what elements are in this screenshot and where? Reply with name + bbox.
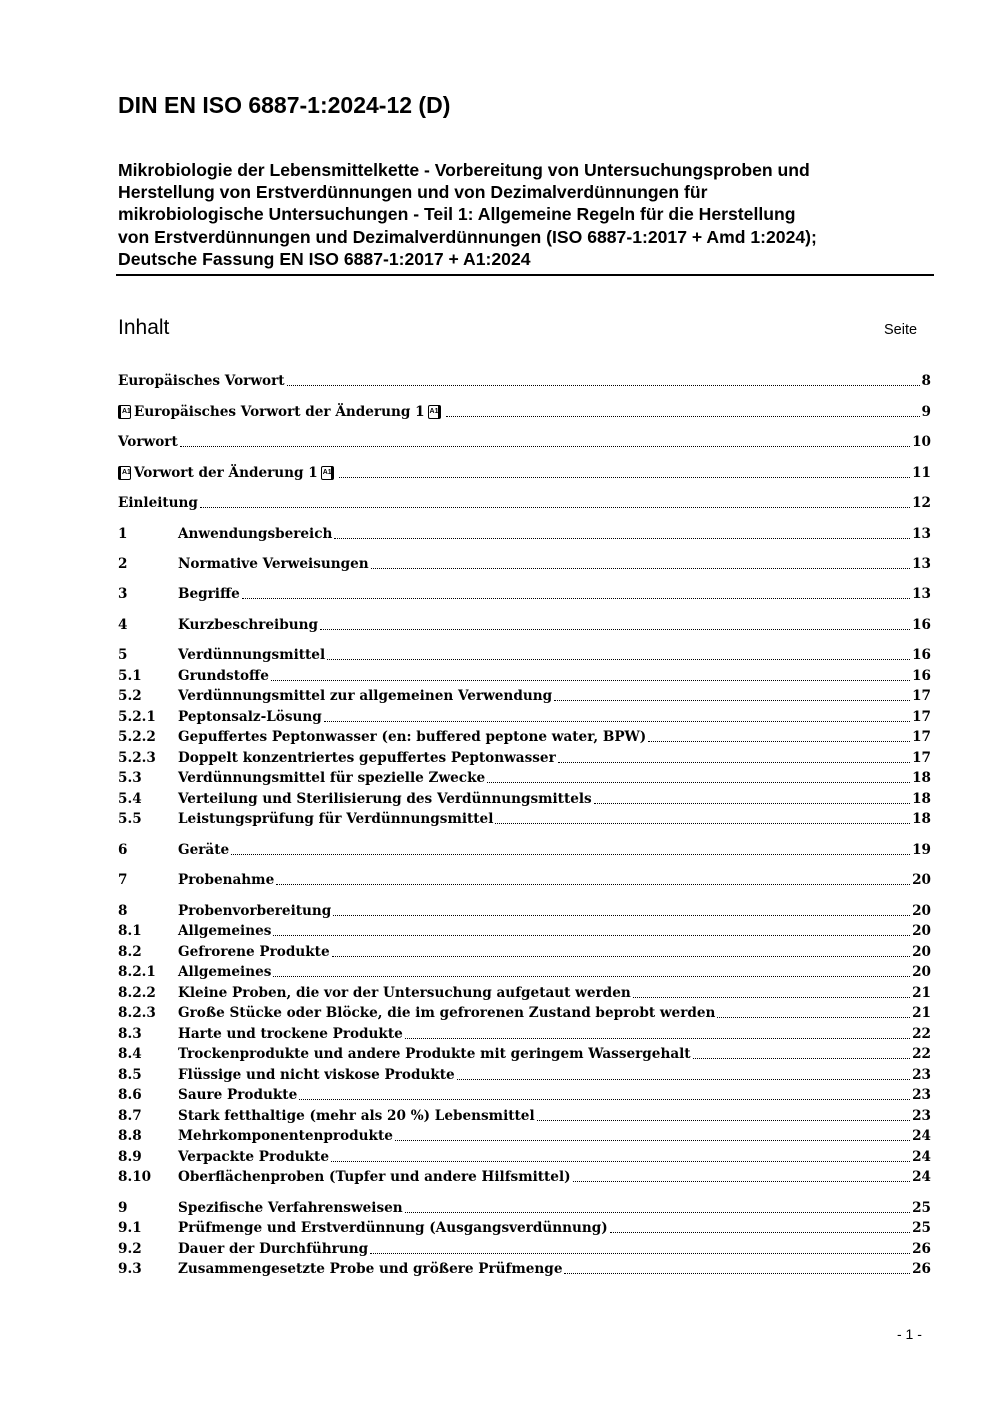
toc-entry-text: Vorwort — [118, 434, 178, 450]
toc-entry[interactable] — [118, 584, 931, 604]
toc-entry[interactable] — [118, 402, 931, 422]
toc-entry-text: Anwendungsbereich — [178, 526, 333, 542]
toc-entry[interactable] — [118, 666, 931, 686]
toc-entry-page: 16 — [912, 668, 931, 684]
toc-entry-page: 18 — [912, 770, 931, 786]
toc-entry-label — [178, 1218, 608, 1238]
toc-entry-label — [178, 1024, 403, 1044]
toc-entry-number: 8.2 — [118, 944, 142, 960]
toc-entry-text: Prüfmenge und Erstverdünnung (Ausgangsverdünnung) — [178, 1220, 608, 1236]
toc-entry-number: 5.2.2 — [118, 729, 156, 745]
toc-entry-page: 12 — [912, 495, 931, 511]
toc-entry-page: 17 — [912, 729, 931, 745]
toc-entry-page: 21 — [912, 1005, 931, 1021]
toc-entry-number: 8.6 — [118, 1087, 142, 1103]
toc-leader-dots — [180, 446, 910, 447]
toc-entry[interactable] — [118, 983, 931, 1003]
toc-entry-page: 22 — [912, 1026, 931, 1042]
toc-entry-label — [178, 666, 269, 686]
toc-entry-label — [178, 615, 318, 635]
toc-entry-label — [178, 554, 369, 574]
toc-entry-label — [178, 727, 646, 747]
toc-entry-text: Allgemeines — [178, 964, 272, 980]
document-subtitle — [118, 159, 938, 270]
toc-leader-dots — [594, 803, 910, 804]
toc-entry-page: 22 — [912, 1046, 931, 1062]
toc-entry-number: 9 — [118, 1200, 128, 1216]
toc-entry[interactable] — [118, 686, 931, 706]
toc-entry-page: 18 — [912, 791, 931, 807]
subtitle-line: Herstellung von Erstverdünnungen und von Dezimalverdünnungen für — [118, 182, 708, 203]
toc-entry-number: 8.4 — [118, 1046, 142, 1062]
toc-leader-dots — [273, 976, 910, 977]
toc-entry-page: 21 — [912, 985, 931, 1001]
toc-entry-page: 13 — [912, 526, 931, 542]
toc-entry[interactable] — [118, 962, 931, 982]
toc-entry-page: 23 — [912, 1067, 931, 1083]
toc-entry[interactable] — [118, 524, 931, 544]
toc-entry[interactable] — [118, 615, 931, 635]
toc-leader-dots — [287, 385, 920, 386]
toc-entry-page: 20 — [912, 944, 931, 960]
toc-entry[interactable] — [118, 1024, 931, 1044]
toc-entry-text: Doppelt konzentriertes gepuffertes Peptonwasser — [178, 750, 556, 766]
document-title: DIN EN ISO 6887-1:2024-12 (D) — [118, 92, 451, 118]
subtitle-line: Mikrobiologie der Lebensmittelkette - Vorbereitung von Untersuchungsproben und — [118, 160, 810, 180]
toc-entry-page: 24 — [912, 1128, 931, 1144]
toc-leader-dots — [457, 1079, 910, 1080]
toc-leader-dots — [371, 568, 910, 569]
toc-leader-dots — [487, 782, 910, 783]
toc-entry[interactable] — [118, 748, 931, 768]
toc-entry-number: 5.3 — [118, 770, 142, 786]
toc-entry-page: 16 — [912, 647, 931, 663]
toc-entry[interactable] — [118, 1198, 931, 1218]
toc-entry-text: Große Stücke oder Blöcke, die im gefrorenen Zustand beprobt werden — [178, 1005, 716, 1021]
toc-entry-number: 3 — [118, 586, 128, 602]
toc-leader-dots — [693, 1058, 910, 1059]
toc-entry-label — [178, 1198, 403, 1218]
amendment-end-icon — [321, 466, 334, 480]
toc-entry[interactable] — [118, 789, 931, 809]
toc-entry-text: Probenahme — [178, 872, 275, 888]
toc-entry-label — [178, 748, 556, 768]
toc-entry-text: Europäisches Vorwort der Änderung 1 — [134, 404, 425, 420]
toc-leader-dots — [332, 956, 910, 957]
toc-entry-number: 8.10 — [118, 1169, 152, 1185]
toc-entry[interactable] — [118, 1044, 931, 1064]
toc-entry[interactable] — [118, 493, 931, 513]
toc-leader-dots — [334, 538, 910, 539]
toc-leader-dots — [271, 680, 910, 681]
toc-entry-page: 16 — [912, 617, 931, 633]
toc-entry-label — [178, 1147, 329, 1167]
toc-entry-page: 17 — [912, 750, 931, 766]
toc-entry-label — [178, 707, 322, 727]
toc-entry-page: 8 — [921, 373, 931, 389]
toc-entry-text: Flüssige und nicht viskose Produkte — [178, 1067, 455, 1083]
toc-entry-number: 5.2 — [118, 688, 142, 704]
toc-leader-dots — [558, 762, 910, 763]
toc-entry-page: 11 — [912, 465, 931, 481]
toc-entry-label — [178, 809, 493, 829]
toc-entry-text: Geräte — [178, 842, 230, 858]
toc-leader-dots — [573, 1181, 911, 1182]
toc-entry-label — [178, 789, 592, 809]
toc-entry-label — [178, 983, 631, 1003]
toc-entry-number: 8.3 — [118, 1026, 142, 1042]
toc-entry[interactable] — [118, 809, 931, 829]
toc-entry-number: 8.2.3 — [118, 1005, 156, 1021]
toc-entry-label — [178, 1126, 393, 1146]
toc-entry[interactable] — [118, 942, 931, 962]
toc-entry-label — [118, 402, 444, 422]
toc-entry-text: Gepuffertes Peptonwasser (en: buffered peptone water, BPW) — [178, 729, 647, 745]
toc-entry-text: Peptonsalz-Lösung — [178, 709, 322, 725]
toc-entry[interactable] — [118, 1239, 931, 1259]
toc-entry[interactable] — [118, 432, 931, 452]
toc-entry-number: 5.5 — [118, 811, 142, 827]
toc-entry-label — [178, 1239, 368, 1259]
toc-entry-label — [178, 901, 331, 921]
subtitle-line: von Erstverdünnungen und Dezimalverdünnungen (ISO 6887-1:2017 + Amd 1:2024); — [118, 226, 817, 247]
toc-entry-label — [178, 1003, 715, 1023]
toc-leader-dots — [633, 997, 910, 998]
toc-entry-label — [178, 1167, 571, 1187]
toc-entry[interactable] — [118, 1259, 931, 1279]
toc-entry-text: Zusammengesetzte Probe und größere Prüfmenge — [178, 1261, 563, 1277]
toc-entry-number: 8 — [118, 903, 128, 919]
toc-entry[interactable] — [118, 1147, 931, 1167]
toc-entry[interactable] — [118, 645, 931, 665]
toc-entry-number: 8.1 — [118, 923, 142, 939]
toc-entry-text: Mehrkomponentenprodukte — [178, 1128, 393, 1144]
toc-entry-text: Allgemeines — [178, 923, 272, 939]
toc-entry-text: Oberflächenproben (Tupfer und andere Hilfsmittel) — [178, 1169, 571, 1185]
toc-entry-page: 25 — [912, 1220, 931, 1236]
toc-entry-number: 5 — [118, 647, 128, 663]
toc-leader-dots — [717, 1017, 910, 1018]
toc-entry-number: 5.1 — [118, 668, 142, 684]
amendment-start-icon — [118, 405, 131, 419]
toc-entry[interactable] — [118, 727, 931, 747]
toc-leader-dots — [200, 507, 910, 508]
toc-entry-text: Gefrorene Produkte — [178, 944, 330, 960]
toc-entry-page: 20 — [912, 964, 931, 980]
toc-entry-text: Verpackte Produkte — [178, 1149, 329, 1165]
toc-entry-label — [118, 493, 198, 513]
toc-entry-label — [178, 1044, 691, 1064]
toc-entry-label — [178, 584, 240, 604]
toc-entry-page: 20 — [912, 923, 931, 939]
toc-leader-dots — [554, 700, 910, 701]
toc-entry-page: 26 — [912, 1261, 931, 1277]
toc-entry-text: Verdünnungsmittel — [178, 647, 326, 663]
toc-entry[interactable] — [118, 707, 931, 727]
toc-entry-text: Harte und trockene Produkte — [178, 1026, 403, 1042]
toc-entry-number: 5.2.1 — [118, 709, 156, 725]
toc-entry-page: 13 — [912, 586, 931, 602]
toc-entry-number: 8.2.1 — [118, 964, 156, 980]
toc-entry-page: 13 — [912, 556, 931, 572]
toc-leader-dots — [242, 598, 910, 599]
toc-entry-number: 8.5 — [118, 1067, 142, 1083]
subtitle-line: mikrobiologische Untersuchungen - Teil 1: Allgemeine Regeln für die Herstellung — [118, 204, 796, 225]
toc-entry-number: 8.9 — [118, 1149, 142, 1165]
toc-entry-number: 2 — [118, 556, 128, 572]
toc-leader-dots — [610, 1232, 910, 1233]
toc-entry-number: 8.7 — [118, 1108, 142, 1124]
toc-entry-text: Trockenprodukte und andere Produkte mit geringem Wassergehalt — [178, 1046, 691, 1062]
toc-entry-label — [178, 840, 229, 860]
toc-entry-text: Grundstoffe — [178, 668, 269, 684]
toc-entry-page: 24 — [912, 1169, 931, 1185]
toc-entry[interactable] — [118, 921, 931, 941]
toc-leader-dots — [273, 935, 910, 936]
toc-leader-dots — [495, 823, 910, 824]
toc-heading: Inhalt — [118, 316, 170, 339]
toc-entry-text: Kleine Proben, die vor der Untersuchung aufgetaut werden — [178, 985, 631, 1001]
toc-entry-number: 9.1 — [118, 1220, 142, 1236]
toc-entry-label — [178, 524, 332, 544]
toc-entry[interactable] — [118, 1085, 931, 1105]
toc-entry-text: Einleitung — [118, 495, 198, 511]
toc-leader-dots — [324, 721, 910, 722]
toc-entry-number: 4 — [118, 617, 128, 633]
toc-entry-label — [178, 1259, 562, 1279]
toc-leader-dots — [276, 884, 910, 885]
toc-entry-text: Dauer der Durchführung — [178, 1241, 369, 1257]
title-divider — [116, 274, 934, 276]
toc-entry-text: Normative Verweisungen — [178, 556, 369, 572]
amendment-end-icon — [428, 405, 441, 419]
toc-leader-dots — [331, 1161, 910, 1162]
toc-leader-dots — [537, 1120, 910, 1121]
toc-entry-text: Probenvorbereitung — [178, 903, 332, 919]
toc-entry-label — [178, 962, 271, 982]
toc-leader-dots — [231, 854, 910, 855]
toc-entry-text: Europäisches Vorwort — [118, 373, 285, 389]
toc-entry-label — [178, 870, 274, 890]
toc-entry-page: 24 — [912, 1149, 931, 1165]
toc-entry-text: Stark fetthaltige (mehr als 20 %) Lebensmittel — [178, 1108, 535, 1124]
toc-entry-label — [178, 686, 552, 706]
toc-leader-dots — [299, 1099, 910, 1100]
toc-entry[interactable] — [118, 1065, 931, 1085]
toc-leader-dots — [327, 659, 910, 660]
toc-entry[interactable] — [118, 1126, 931, 1146]
toc-leader-dots — [333, 915, 910, 916]
toc-entry-text: Begriffe — [178, 586, 240, 602]
toc-entry-text: Kurzbeschreibung — [178, 617, 318, 633]
toc-entry[interactable] — [118, 901, 931, 921]
toc-entry-label — [178, 768, 485, 788]
toc-entry[interactable] — [118, 1003, 931, 1023]
subtitle-line: Deutsche Fassung EN ISO 6887-1:2017 + A1:2024 — [118, 248, 531, 269]
toc-entry-page: 17 — [912, 709, 931, 725]
toc-entry-page: 25 — [912, 1200, 931, 1216]
toc-entry-page: 23 — [912, 1087, 931, 1103]
toc-entry-number: 1 — [118, 526, 128, 542]
toc-entry-text: Verteilung und Sterilisierung des Verdünnungsmittels — [178, 791, 592, 807]
toc-entry-page: 26 — [912, 1241, 931, 1257]
toc-entry[interactable] — [118, 840, 931, 860]
toc-entry-page: 17 — [912, 688, 931, 704]
toc-leader-dots — [405, 1038, 910, 1039]
toc-entry-page: 20 — [912, 872, 931, 888]
toc-entry[interactable] — [118, 1167, 931, 1187]
toc-entry[interactable] — [118, 554, 931, 574]
toc-entry-page: 18 — [912, 811, 931, 827]
toc-entry-number: 5.4 — [118, 791, 142, 807]
toc-entry[interactable] — [118, 1218, 931, 1238]
toc-entry[interactable] — [118, 1106, 931, 1126]
toc-leader-dots — [320, 629, 910, 630]
toc-entry-label — [178, 1085, 297, 1105]
toc-entry[interactable] — [118, 870, 931, 890]
toc-entry-number: 7 — [118, 872, 128, 888]
page-column-label: Seite — [884, 322, 918, 338]
page-number: - 1 - — [897, 1326, 922, 1342]
toc-entry-page: 9 — [921, 404, 931, 420]
toc-entry-number: 9.2 — [118, 1241, 142, 1257]
toc-entry-text: Vorwort der Änderung 1 — [134, 465, 318, 481]
toc-entry-text: Leistungsprüfung für Verdünnungsmittel — [178, 811, 494, 827]
toc-entry-label — [178, 1065, 455, 1085]
toc-entry-label — [178, 942, 330, 962]
toc-entry[interactable] — [118, 371, 931, 391]
toc-leader-dots — [370, 1253, 910, 1254]
toc-entry-number: 8.8 — [118, 1128, 142, 1144]
toc-entry-label — [118, 463, 337, 483]
toc-entry-text: Saure Produkte — [178, 1087, 298, 1103]
toc-entry-label — [178, 645, 325, 665]
toc-entry-label — [118, 432, 178, 452]
toc-leader-dots — [564, 1273, 910, 1274]
toc-leader-dots — [446, 416, 920, 417]
toc-leader-dots — [395, 1140, 910, 1141]
toc-entry[interactable] — [118, 463, 931, 483]
toc-entry-label — [118, 371, 285, 391]
toc-entry-text: Spezifische Verfahrensweisen — [178, 1200, 403, 1216]
toc-entry-page: 19 — [912, 842, 931, 858]
toc-entry-page: 10 — [912, 434, 931, 450]
toc-leader-dots — [648, 741, 910, 742]
toc-entry-page: 20 — [912, 903, 931, 919]
toc-entry-number: 6 — [118, 842, 128, 858]
toc-entry-label — [178, 1106, 535, 1126]
toc-entry-number: 5.2.3 — [118, 750, 156, 766]
toc-entry-label — [178, 921, 271, 941]
toc-entry[interactable] — [118, 768, 931, 788]
toc-leader-dots — [405, 1212, 910, 1213]
toc-leader-dots — [339, 477, 910, 478]
amendment-start-icon — [118, 466, 131, 480]
toc-entry-number: 8.2.2 — [118, 985, 156, 1001]
toc-entry-text: Verdünnungsmittel für spezielle Zwecke — [178, 770, 486, 786]
toc-entry-text: Verdünnungsmittel zur allgemeinen Verwendung — [178, 688, 553, 704]
toc-entry-number: 9.3 — [118, 1261, 142, 1277]
toc-entry-page: 23 — [912, 1108, 931, 1124]
